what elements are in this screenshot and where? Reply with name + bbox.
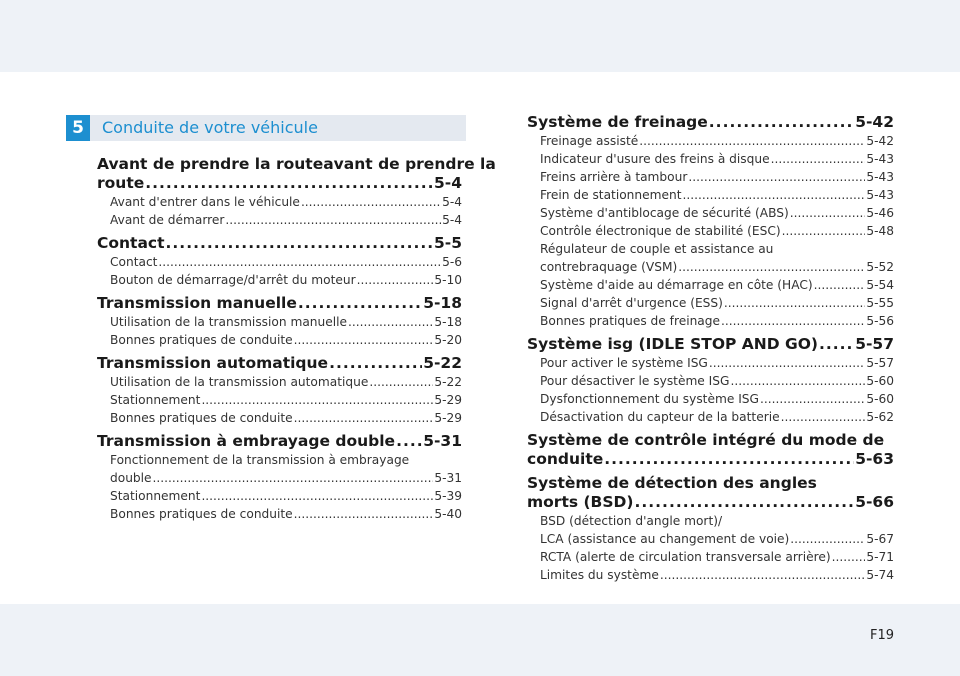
dot-leader	[781, 408, 866, 426]
header-band	[0, 0, 960, 72]
dot-leader	[298, 294, 422, 313]
toc-section-heading[interactable]	[527, 431, 894, 469]
toc-section	[527, 431, 894, 469]
section-title-label: Transmission automatique	[97, 354, 329, 372]
section-title-row[interactable]	[97, 294, 462, 313]
entry-page: 5-43	[866, 152, 894, 166]
section-title-page: 5-31	[423, 432, 462, 450]
dot-leader	[145, 174, 433, 193]
entry-label: Contrôle électronique de stabilité (ESC)	[540, 224, 781, 238]
toc-entry[interactable]	[527, 222, 894, 240]
entry-label: Bonnes pratiques de conduite	[110, 507, 293, 521]
entry-label: Limites du système	[540, 568, 659, 582]
section-title-label: conduite	[527, 450, 604, 468]
toc-entry[interactable]	[97, 193, 462, 211]
section-title-row[interactable]	[527, 113, 894, 132]
entry-page: 5-4	[442, 213, 462, 227]
section-title-page: 5-66	[855, 493, 894, 511]
dot-leader	[683, 186, 866, 204]
entry-label: LCA (assistance au changement de voie)	[540, 532, 790, 546]
toc-entry[interactable]	[527, 204, 894, 222]
dot-leader	[678, 258, 865, 276]
entry-label: contrebraquage (VSM)	[540, 260, 678, 274]
entry-label: Freinage assisté	[540, 134, 639, 148]
entry-row[interactable]	[110, 391, 462, 409]
section-title-row[interactable]	[97, 234, 462, 253]
dot-leader	[832, 548, 866, 566]
toc-entry[interactable]	[97, 253, 462, 271]
dot-leader	[635, 493, 855, 512]
section-title-page: 5-22	[423, 354, 462, 372]
section-title-row[interactable]	[97, 354, 462, 373]
section-title-line: Avant de prendre la routeavant de prendre la	[97, 155, 496, 173]
entry-label: Bonnes pratiques de freinage	[540, 314, 721, 328]
section-title-page: 5-4	[433, 174, 462, 192]
entry-label: Indicateur d'usure des freins à disque	[540, 152, 770, 166]
entry-row[interactable]	[540, 548, 894, 566]
dot-leader	[294, 505, 434, 523]
entry-page: 5-62	[866, 410, 894, 424]
entry-page: 5-67	[866, 532, 894, 546]
entry-page: 5-40	[434, 507, 462, 521]
entry-row[interactable]	[540, 294, 894, 312]
toc-left-column	[97, 155, 496, 523]
section-title-row[interactable]	[527, 335, 894, 354]
toc-section-heading[interactable]	[97, 354, 462, 373]
toc-entry[interactable]	[527, 566, 894, 584]
dot-leader	[225, 211, 441, 229]
entry-page: 5-71	[866, 550, 894, 564]
section-title-row[interactable]	[527, 450, 894, 469]
entry-page: 5-6	[442, 255, 462, 269]
toc-section	[97, 234, 462, 289]
entry-row[interactable]	[540, 204, 894, 222]
toc-entry[interactable]	[97, 391, 462, 409]
section-title-page: 5-63	[855, 450, 894, 468]
section-title-row[interactable]	[97, 432, 462, 451]
entry-row[interactable]	[110, 373, 462, 391]
dot-leader	[819, 335, 854, 354]
entry-label: Freins arrière à tambour	[540, 170, 688, 184]
section-title-label: Système isg (IDLE STOP AND GO)	[527, 335, 818, 353]
toc-entry[interactable]	[527, 548, 894, 566]
entry-page: 5-46	[866, 206, 894, 220]
toc-entry[interactable]	[97, 505, 462, 523]
entry-page: 5-60	[866, 374, 894, 388]
entry-label: double	[110, 471, 152, 485]
dot-leader	[301, 193, 441, 211]
toc-section	[527, 113, 894, 330]
toc-entry[interactable]	[97, 331, 462, 349]
entry-page: 5-43	[866, 170, 894, 184]
entry-page: 5-55	[866, 296, 894, 310]
entry-label: Système d'antiblocage de sécurité (ABS)	[540, 206, 789, 220]
entry-label: Dysfonctionnement du système ISG	[540, 392, 759, 406]
entry-label: Bonnes pratiques de conduite	[110, 333, 293, 347]
entry-page: 5-31	[434, 471, 462, 485]
entry-row[interactable]	[540, 566, 894, 584]
entry-row[interactable]	[110, 505, 462, 523]
entry-page: 5-42	[866, 134, 894, 148]
toc-right-column	[527, 113, 894, 584]
toc-section-heading[interactable]	[527, 335, 894, 354]
toc-section-heading[interactable]	[97, 432, 462, 451]
dot-leader	[709, 354, 865, 372]
entry-page: 5-22	[434, 375, 462, 389]
toc-section-heading[interactable]	[97, 294, 462, 313]
toc-entry[interactable]	[527, 132, 894, 150]
dot-leader	[771, 150, 866, 168]
dot-leader	[688, 168, 865, 186]
section-title-label: Transmission manuelle	[97, 294, 297, 312]
entry-page: 5-18	[434, 315, 462, 329]
toc-entry[interactable]	[527, 354, 894, 372]
entry-label: Pour activer le système ISG	[540, 356, 708, 370]
chapter-header	[66, 115, 466, 141]
section-title-page: 5-57	[855, 335, 894, 353]
entry-row[interactable]	[110, 193, 462, 211]
footer-band	[0, 604, 960, 676]
entry-label: Contact	[110, 255, 158, 269]
toc-section-heading[interactable]	[97, 234, 462, 253]
entry-row[interactable]	[540, 258, 894, 276]
toc-entry[interactable]	[527, 150, 894, 168]
entry-label: RCTA (alerte de circulation transversale arrière)	[540, 550, 831, 564]
dot-leader	[153, 469, 434, 487]
toc-section	[527, 474, 894, 584]
toc-entry[interactable]	[97, 271, 462, 289]
dot-leader	[814, 276, 866, 294]
entry-label: Avant de démarrer	[110, 213, 225, 227]
entry-label: Frein de stationnement	[540, 188, 682, 202]
entry-row[interactable]	[540, 354, 894, 372]
toc-entry[interactable]	[97, 313, 462, 331]
dot-leader	[724, 294, 865, 312]
entry-row[interactable]	[540, 132, 894, 150]
entry-page: 5-52	[866, 260, 894, 274]
entry-row[interactable]	[110, 469, 462, 487]
entry-page: 5-43	[866, 188, 894, 202]
dot-leader	[294, 409, 434, 427]
toc-entry[interactable]	[527, 294, 894, 312]
entry-page: 5-54	[866, 278, 894, 292]
toc-entry[interactable]	[97, 211, 462, 229]
dot-leader	[721, 312, 865, 330]
section-title-label: Transmission à embrayage double	[97, 432, 396, 450]
toc-entry[interactable]	[527, 276, 894, 294]
section-title-label: route	[97, 174, 145, 192]
dot-leader	[782, 222, 866, 240]
dot-leader	[396, 432, 422, 451]
entry-row[interactable]	[110, 313, 462, 331]
entry-label: Utilisation de la transmission automatique	[110, 375, 369, 389]
chapter-number: 5	[66, 115, 90, 141]
entry-page: 5-29	[434, 393, 462, 407]
dot-leader	[790, 530, 865, 548]
section-title-line: Système de contrôle intégré du mode de	[527, 431, 885, 449]
dot-leader	[369, 373, 433, 391]
entry-page: 5-56	[866, 314, 894, 328]
entry-label: Signal d'arrêt d'urgence (ESS)	[540, 296, 723, 310]
dot-leader	[790, 204, 866, 222]
section-title-page: 5-18	[423, 294, 462, 312]
entry-label-line: Régulateur de couple et assistance au	[540, 242, 774, 256]
section-title-page: 5-5	[433, 234, 462, 252]
toc-entry[interactable]	[527, 372, 894, 390]
dot-leader	[709, 113, 854, 132]
dot-leader	[348, 313, 433, 331]
toc-section	[97, 294, 462, 349]
chapter-title: Conduite de votre véhicule	[102, 118, 318, 137]
entry-row[interactable]	[540, 168, 894, 186]
toc-entry[interactable]	[527, 390, 894, 408]
page-number: F19	[869, 628, 894, 643]
section-title-label: Contact	[97, 234, 165, 252]
entry-label: Stationnement	[110, 489, 201, 503]
entry-row[interactable]	[540, 186, 894, 204]
entry-page: 5-74	[866, 568, 894, 582]
toc-section	[97, 432, 462, 523]
section-title-row[interactable]	[527, 493, 894, 512]
toc-section-heading[interactable]	[97, 155, 496, 193]
entry-label-line: Fonctionnement de la transmission à embrayage	[110, 453, 410, 467]
entry-row[interactable]	[540, 222, 894, 240]
entry-row[interactable]	[540, 372, 894, 390]
toc-entry[interactable]	[97, 487, 462, 505]
entry-page: 5-48	[866, 224, 894, 238]
toc-entry[interactable]	[97, 409, 462, 427]
entry-label: Système d'aide au démarrage en côte (HAC)	[540, 278, 813, 292]
dot-leader	[329, 354, 422, 373]
entry-row[interactable]	[110, 409, 462, 427]
entry-page: 5-4	[442, 195, 462, 209]
entry-page: 5-39	[434, 489, 462, 503]
entry-row[interactable]	[540, 408, 894, 426]
toc-entry[interactable]	[97, 451, 462, 487]
dot-leader	[639, 132, 865, 150]
entry-row[interactable]	[110, 271, 462, 289]
entry-row[interactable]	[110, 253, 462, 271]
dot-leader	[201, 391, 433, 409]
entry-page: 5-20	[434, 333, 462, 347]
entry-row[interactable]	[540, 312, 894, 330]
dot-leader	[166, 234, 433, 253]
entry-row[interactable]	[110, 487, 462, 505]
entry-page: 5-60	[866, 392, 894, 406]
section-title-page: 5-42	[855, 113, 894, 131]
dot-leader	[158, 253, 441, 271]
dot-leader	[201, 487, 433, 505]
entry-label: Désactivation du capteur de la batterie	[540, 410, 780, 424]
entry-label-line: BSD (détection d'angle mort)/	[540, 514, 723, 528]
toc-entry[interactable]	[527, 312, 894, 330]
dot-leader	[604, 450, 854, 469]
toc-entry[interactable]	[527, 512, 894, 548]
entry-label: Bonnes pratiques de conduite	[110, 411, 293, 425]
entry-row[interactable]	[540, 276, 894, 294]
dot-leader	[357, 271, 434, 289]
entry-label: Bouton de démarrage/d'arrêt du moteur	[110, 273, 356, 287]
toc-section-heading[interactable]	[527, 474, 894, 512]
toc-section-heading[interactable]	[527, 113, 894, 132]
toc-entry[interactable]	[527, 186, 894, 204]
toc-entry[interactable]	[527, 168, 894, 186]
toc-section	[97, 354, 462, 427]
section-title-label: Système de freinage	[527, 113, 708, 131]
entry-row[interactable]	[540, 530, 894, 548]
section-title-label: morts (BSD)	[527, 493, 634, 511]
entry-label: Avant d'entrer dans le véhicule	[110, 195, 300, 209]
dot-leader	[660, 566, 866, 584]
entry-label: Utilisation de la transmission manuelle	[110, 315, 348, 329]
entry-page: 5-57	[866, 356, 894, 370]
dot-leader	[760, 390, 865, 408]
toc-section	[97, 155, 496, 229]
dot-leader	[730, 372, 865, 390]
toc-entry[interactable]	[527, 240, 894, 276]
entry-label: Pour désactiver le système ISG	[540, 374, 730, 388]
entry-row[interactable]	[110, 331, 462, 349]
toc-entry[interactable]	[97, 373, 462, 391]
toc-entry[interactable]	[527, 408, 894, 426]
dot-leader	[294, 331, 434, 349]
toc-section	[527, 335, 894, 426]
entry-label: Stationnement	[110, 393, 201, 407]
entry-row[interactable]	[110, 211, 462, 229]
entry-page: 5-29	[434, 411, 462, 425]
section-title-line: Système de détection des angles	[527, 474, 817, 492]
section-title-row[interactable]	[97, 174, 462, 193]
entry-row[interactable]	[540, 150, 894, 168]
entry-page: 5-10	[434, 273, 462, 287]
entry-row[interactable]	[540, 390, 894, 408]
